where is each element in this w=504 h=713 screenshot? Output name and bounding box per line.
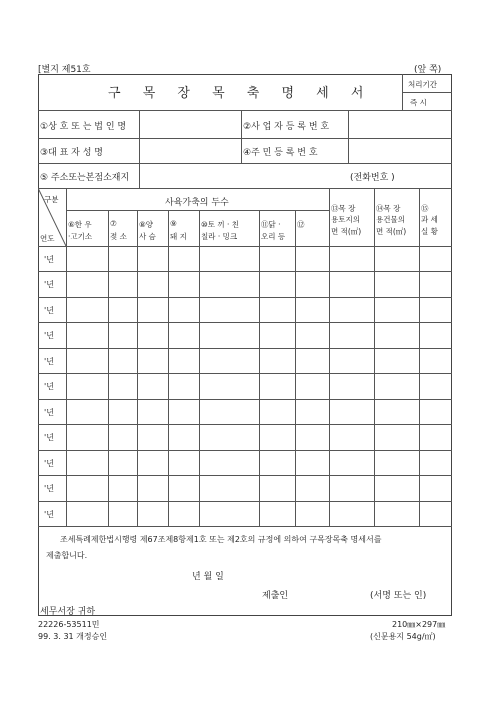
page-side-label: (앞 쪽) — [414, 65, 442, 75]
approval-date: 99. 3. 31 개정승인 — [38, 632, 108, 641]
business-name-label: ①상 호 또 는 법 인 명 — [40, 122, 127, 132]
signature-label: (서명 또는 인) — [370, 591, 427, 601]
submission-date: 년 월 일 — [192, 572, 224, 582]
row-divider — [38, 399, 452, 400]
row-divider — [38, 322, 452, 323]
col-land-area-l3: 면 적(㎡) — [331, 227, 362, 236]
col-sheep-l1: ⑧양 — [139, 220, 153, 229]
row-divider — [38, 348, 452, 349]
col-dairy-l1: ⑦ — [110, 219, 117, 228]
col-dairy-l2: 젖 소 — [110, 232, 127, 241]
col-pig-l1: ⑨ — [170, 219, 177, 228]
col-hanwoo-l2: ·고기소 — [68, 232, 93, 241]
row-divider — [38, 501, 452, 502]
paper-type: (신문용지 54g/㎡) — [370, 632, 436, 641]
year-row-label: '년 — [44, 509, 54, 519]
year-row-label: '년 — [44, 382, 54, 392]
col-land-area-l2: 용토지의 — [331, 215, 360, 224]
form-number: [별지 제51호 — [38, 65, 91, 75]
col-hanwoo-l1: ⑥한 우 — [68, 220, 92, 229]
col-land-area-l1: ⑬목 장 — [331, 204, 356, 213]
col-chicken-l2: 오리 등 — [261, 232, 286, 241]
col-building-area-l3: 면 적(㎡) — [376, 227, 407, 236]
row-divider — [38, 450, 452, 451]
declaration-text-line2: 제출합니다. — [46, 551, 88, 560]
col-building-area-l2: 용건물의 — [376, 215, 405, 224]
year-row-label: '년 — [44, 280, 54, 290]
col-chicken-l1: ⑪닭 · — [261, 220, 281, 229]
corner-category-label: 구분 — [44, 195, 59, 204]
table-bottom-border — [38, 526, 452, 527]
representative-name-label: ③대 표 자 성 명 — [40, 148, 103, 158]
corner-year-label: 연도 — [40, 234, 55, 243]
year-row-label: '년 — [44, 356, 54, 366]
row-divider — [38, 297, 452, 298]
declaration-text-line1: 조세특례제한법시행령 제67조제8항제1호 또는 제2호의 규정에 의하여 구목장목축 명세서를 — [60, 535, 382, 544]
row-divider — [38, 373, 452, 374]
year-row-label: '년 — [44, 458, 54, 468]
col-pig-l2: 돼 지 — [170, 232, 187, 241]
recipient-label: 세무서장 귀하 — [40, 607, 96, 617]
phone-label: (전화번호 ) — [350, 173, 395, 183]
year-row-label: '년 — [44, 407, 54, 417]
submitter-label: 제출인 — [262, 591, 289, 601]
business-reg-no-label: ②사 업 자 등 록 번 호 — [243, 122, 330, 132]
year-row-label: '년 — [44, 331, 54, 341]
processing-period-label: 처리기간 — [408, 80, 437, 89]
resident-reg-no-label: ④주 민 등 록 번 호 — [243, 148, 318, 158]
processing-period-value: 즉 시 — [410, 98, 427, 107]
address-label: ⑤ 주소또는본점소재지 — [40, 173, 130, 183]
col-tax-status-l2: 과 세 — [421, 215, 438, 224]
col-sheep-l2: 사 슴 — [139, 232, 156, 241]
col-other-l1: ⑫ — [297, 220, 305, 229]
paper-size: 210㎜×297㎜ — [392, 620, 446, 629]
form-title: 구 목 장 목 축 명 세 서 — [108, 86, 373, 101]
col-rabbit-l2: 칠라 · 밍크 — [201, 232, 238, 241]
row-divider — [38, 424, 452, 425]
year-row-label: '년 — [44, 305, 54, 315]
row-divider — [38, 475, 452, 476]
col-tax-status-l3: 실 황 — [421, 227, 438, 236]
row-divider — [38, 271, 452, 272]
col-tax-status-l1: ⑮ — [421, 204, 429, 213]
year-row-label: '년 — [44, 484, 54, 494]
year-row-label: '년 — [44, 255, 54, 264]
form-code: 22226-53511민 — [38, 620, 100, 629]
livestock-count-header: 사육가축의 두수 — [165, 198, 229, 208]
col-rabbit-l1: ⑩토 끼 · 친 — [201, 220, 239, 229]
col-building-area-l1: ⑭목 장 — [376, 204, 401, 213]
year-row-label: '년 — [44, 433, 54, 443]
